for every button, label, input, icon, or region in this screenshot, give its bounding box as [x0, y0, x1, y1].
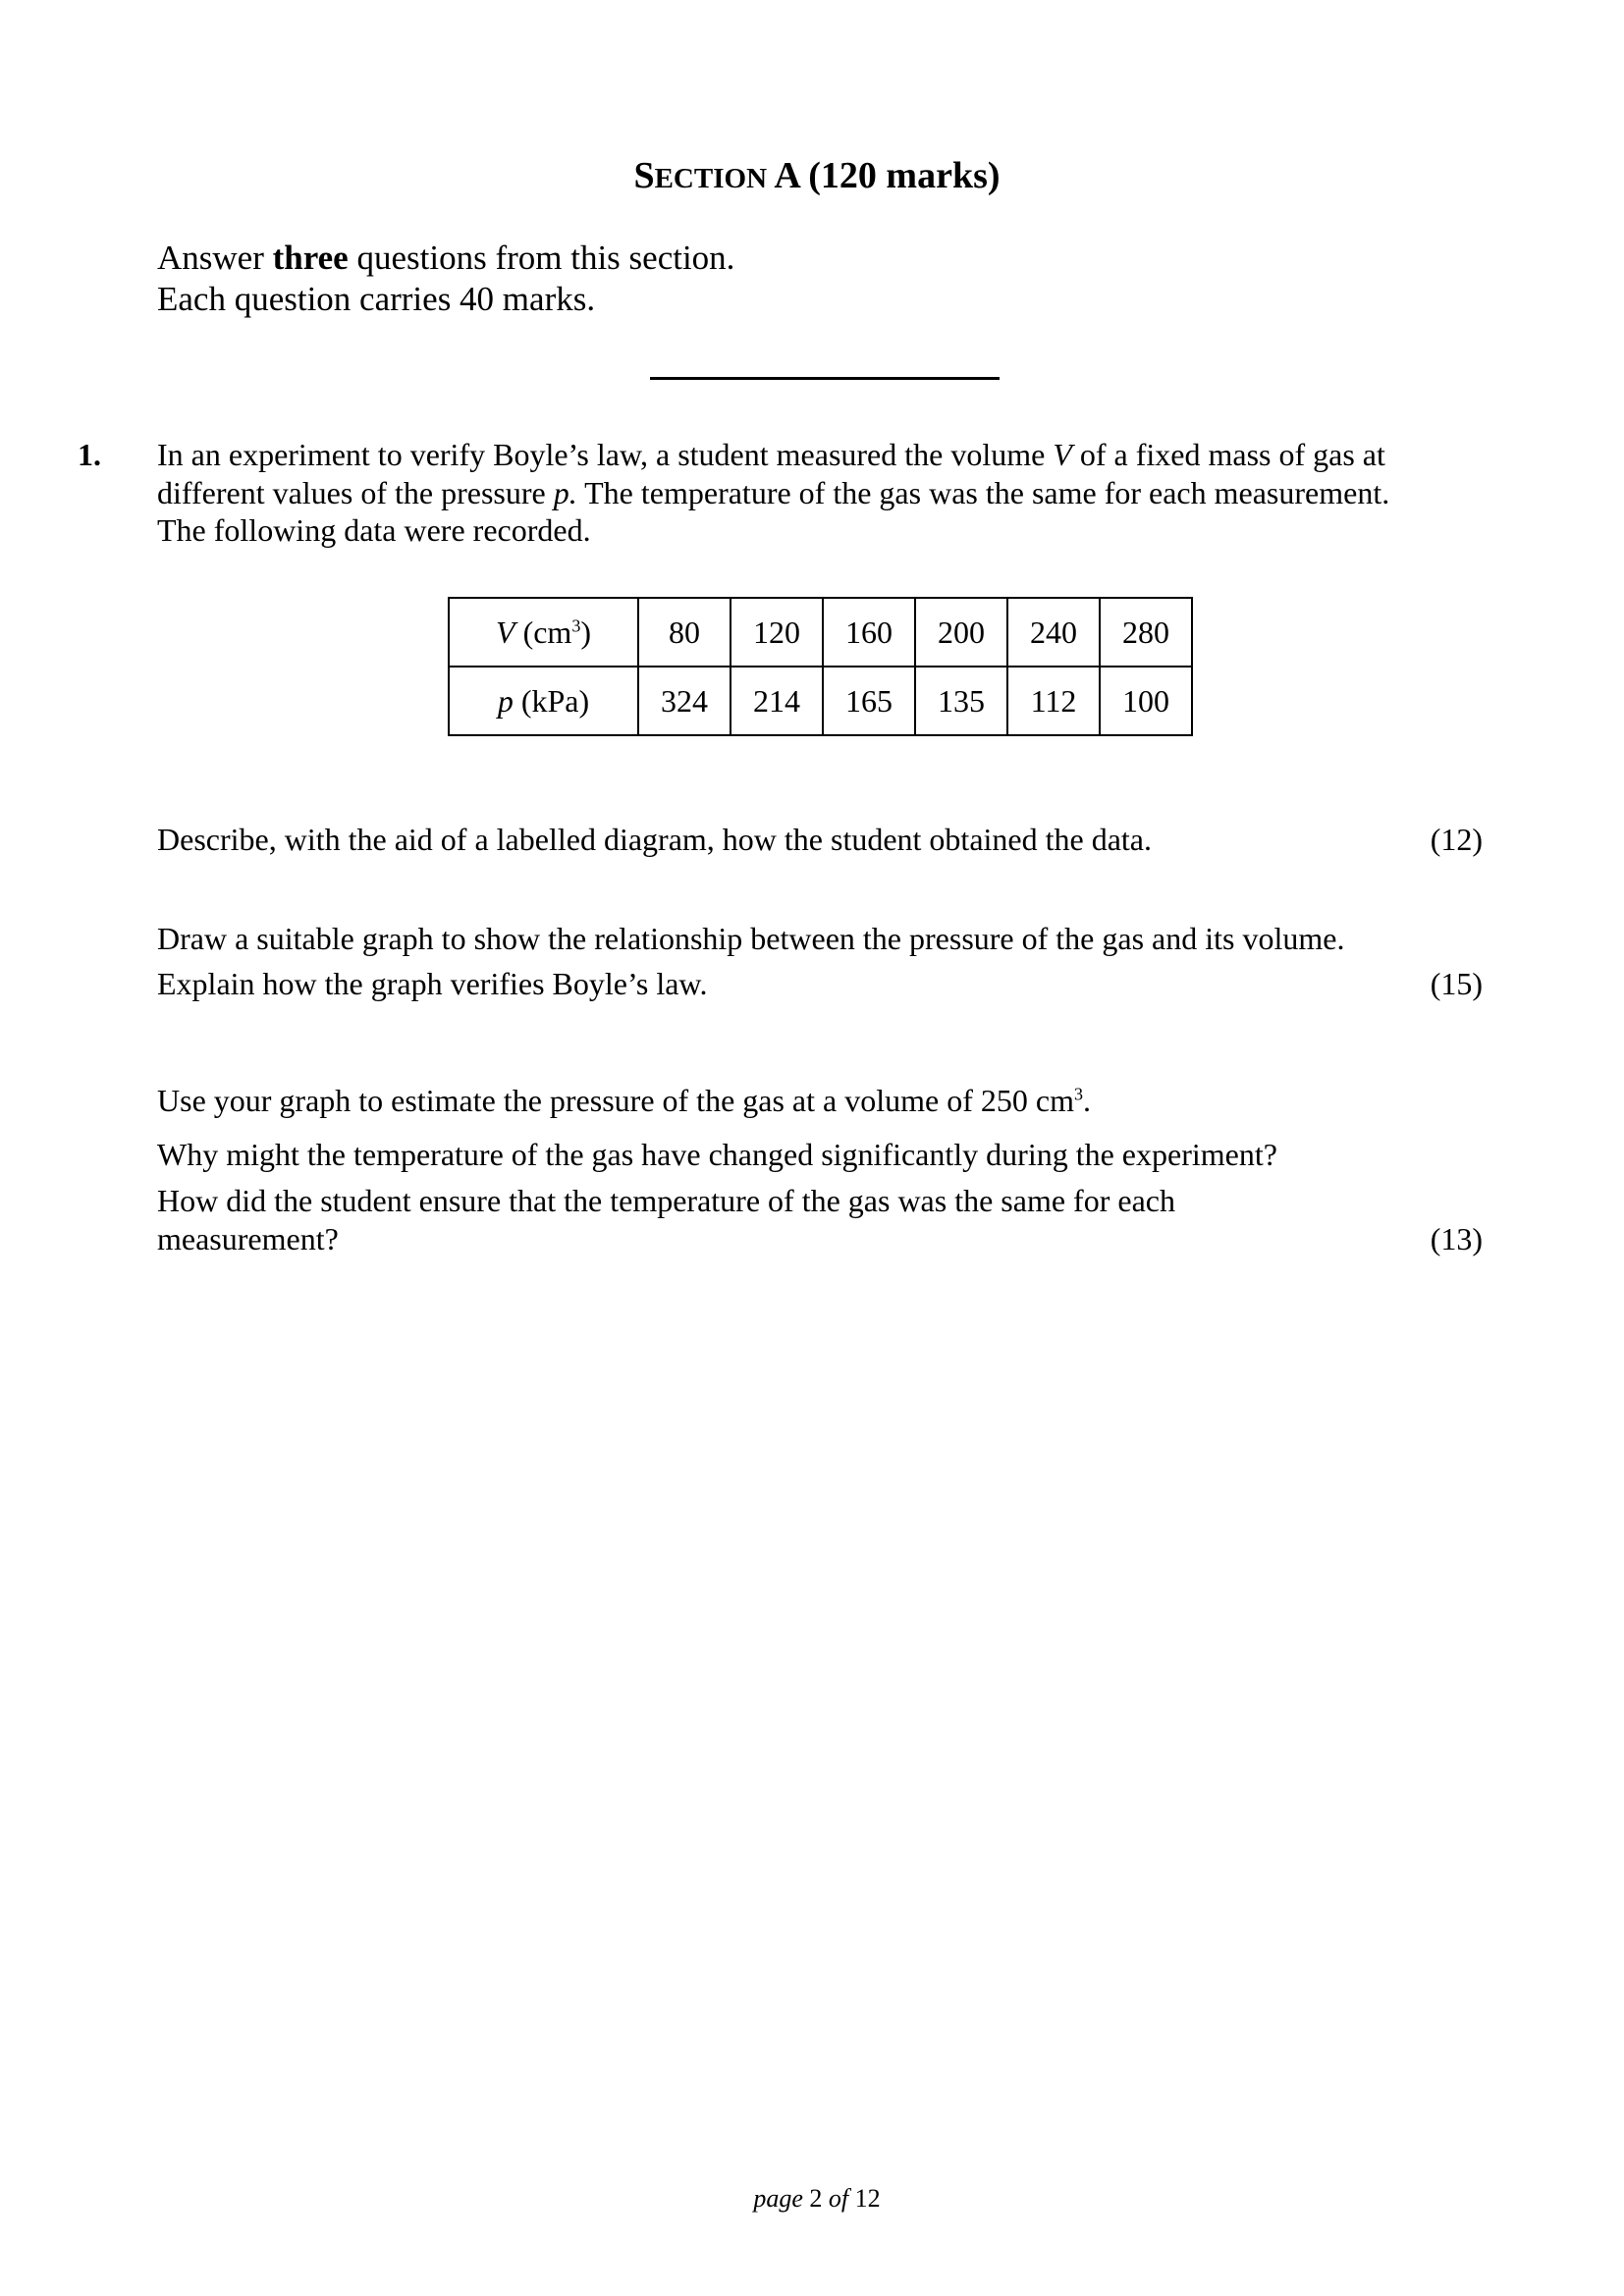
part-c-line-3: How did the student ensure that the temperature of the gas was the same for each: [157, 1183, 1175, 1218]
part-a-marks: (12): [1430, 822, 1483, 857]
row-header-volume: V $(cm^3)$: [449, 598, 638, 667]
part-a-text: Describe, with the aid of a labelled diagram, how the student obtained the data.: [157, 822, 1152, 857]
table-row-pressure: [449, 667, 1192, 735]
table-cell-pressure: 112: [1007, 667, 1100, 735]
section-title-smallcaps: ECTION: [654, 163, 768, 194]
row-header-pressure: p (kPa): [449, 667, 638, 735]
page-total: 12: [854, 2184, 881, 2213]
instruction-line-1: Answer three questions from this section.: [157, 239, 735, 277]
table-cell-volume: 200: [915, 598, 1007, 667]
table-cell-pressure: 100: [1100, 667, 1192, 735]
table-cell-volume: 120: [731, 598, 823, 667]
section-divider: [650, 377, 1000, 380]
question-number: 1.: [78, 437, 101, 472]
variable-p: p.: [553, 474, 577, 510]
section-title-marks: (120 marks): [808, 155, 1001, 196]
table-cell-volume: 280: [1100, 598, 1192, 667]
part-c-line-2: Why might the temperature of the gas have changed significantly during the experiment?: [157, 1137, 1277, 1172]
section-title: [0, 152, 1624, 202]
table-cell-pressure: 324: [638, 667, 731, 735]
table-cell-pressure: 135: [915, 667, 1007, 735]
page-number: 2: [809, 2184, 823, 2213]
section-title-initial: S: [633, 155, 655, 196]
instruction-emphasis: three: [272, 239, 349, 277]
section-instructions: [157, 238, 734, 320]
intro-line-2: different values of the pressure p. The temperature of the gas was the same for each measurement.: [157, 474, 1390, 510]
part-c-text: [157, 1074, 1483, 1257]
table-cell-volume: 240: [1007, 598, 1100, 667]
part-c-line-4: measurement?: [157, 1220, 339, 1256]
part-b-line-2: Explain how the graph verifies Boyle’s law.: [157, 966, 708, 1001]
table-row-volume: [449, 598, 1192, 667]
part-b-marks: (15): [1430, 966, 1483, 1001]
table-cell-pressure: 165: [823, 667, 915, 735]
data-table: [448, 597, 1193, 736]
variable-v: V: [1053, 437, 1072, 472]
question-intro: [157, 436, 1551, 550]
part-b-text: [157, 912, 1483, 1003]
part-b-line-1: Draw a suitable graph to show the relationship between the pressure of the gas and its volume.: [157, 921, 1345, 956]
instruction-line-2: Each question carries 40 marks.: [157, 280, 596, 318]
intro-line-1: In an experiment to verify Boyle’s law, a student measured the volume V of a fixed mass of gas at: [157, 437, 1385, 472]
part-c-marks: (13): [1430, 1221, 1483, 1256]
part-c-line-1: Use your graph to estimate the pressure of the gas at a volume of 250 $cm^3$.: [157, 1083, 1091, 1118]
table-cell-pressure: 214: [731, 667, 823, 735]
intro-line-3: The following data were recorded.: [157, 512, 591, 548]
page-footer: page 2 of 12: [753, 2184, 881, 2213]
table-cell-volume: 80: [638, 598, 731, 667]
table-cell-volume: 160: [823, 598, 915, 667]
section-title-letter: A: [774, 155, 799, 196]
